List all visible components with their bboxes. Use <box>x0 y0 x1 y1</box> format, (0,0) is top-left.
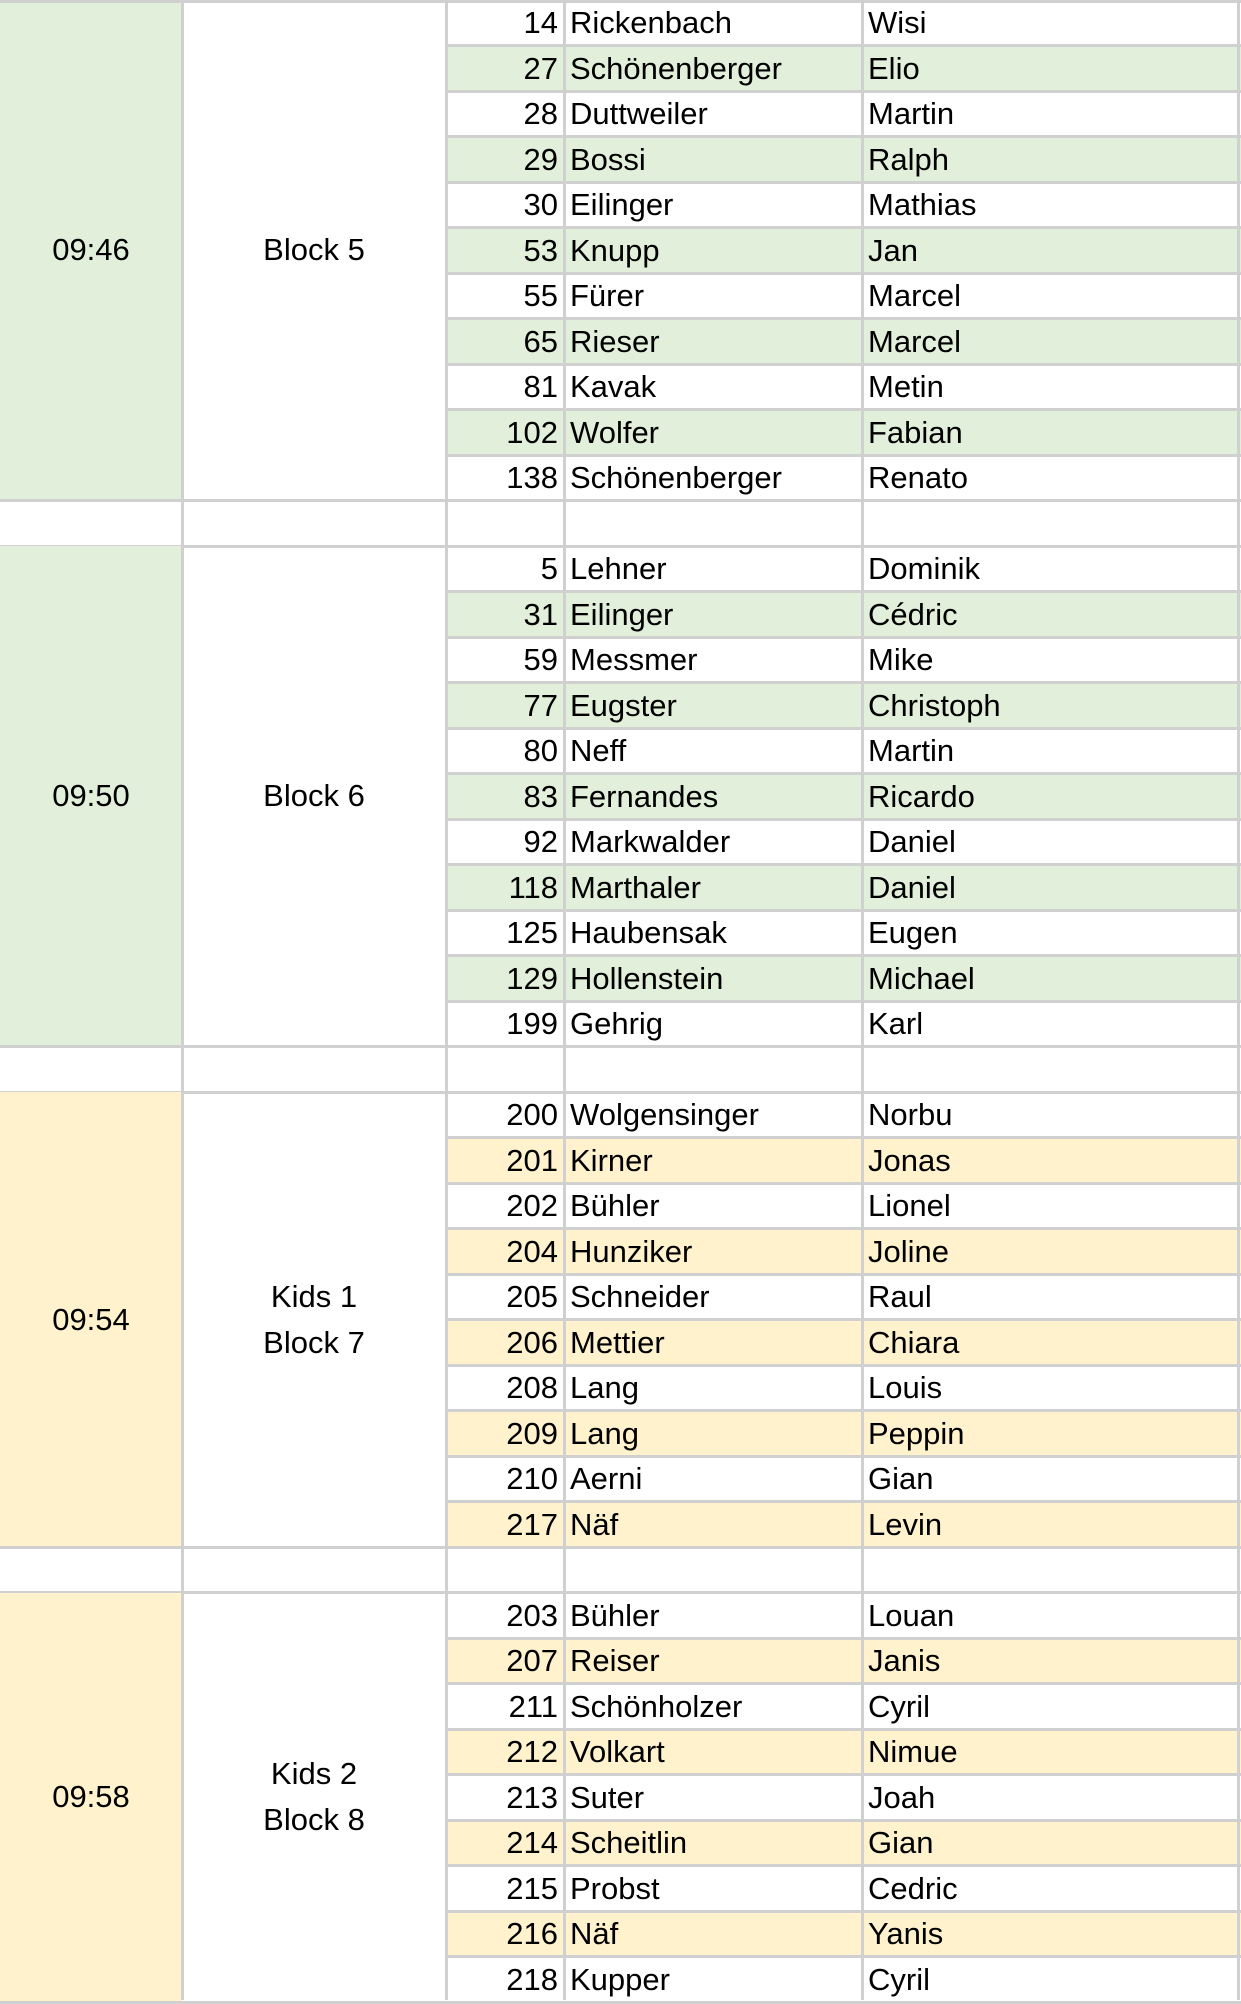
first-name: Marcel <box>868 323 962 359</box>
start-number: 204 <box>506 1233 558 1269</box>
last-name: Schneider <box>570 1279 710 1314</box>
last-name: Aerni <box>570 1461 643 1496</box>
last-name: Duttweiler <box>570 96 708 131</box>
last-name: Fürer <box>570 278 645 313</box>
first-name: Cedric <box>868 1870 958 1906</box>
last-name: Eugster <box>570 687 677 723</box>
start-number: 216 <box>506 1916 558 1951</box>
start-number: 217 <box>506 1506 558 1542</box>
column-gridline <box>861 0 864 2000</box>
start-number: 31 <box>523 596 558 632</box>
first-name: Cyril <box>868 1688 930 1724</box>
block-label-cell <box>182 0 446 501</box>
start-time: 09:50 <box>52 778 130 814</box>
start-number: 203 <box>506 1597 558 1633</box>
start-time-cell <box>0 546 182 1047</box>
start-number: 129 <box>506 960 558 996</box>
last-name: Markwalder <box>570 824 731 859</box>
last-name: Mettier <box>570 1324 665 1360</box>
start-number: 27 <box>523 50 558 86</box>
start-number: 202 <box>506 1188 558 1223</box>
start-number: 212 <box>506 1734 558 1769</box>
last-name: Knupp <box>570 232 660 268</box>
start-number: 81 <box>523 369 558 404</box>
block-label-cell <box>182 546 446 1047</box>
block-label-line: Kids 2 <box>270 1756 358 1792</box>
start-time-cell <box>0 0 182 501</box>
first-name: Christoph <box>868 687 1001 723</box>
first-name: Ralph <box>868 141 949 177</box>
last-name: Gehrig <box>570 1006 664 1041</box>
first-name: Joline <box>868 1233 949 1269</box>
first-name: Marcel <box>868 278 962 313</box>
last-name: Scheitlin <box>570 1825 688 1860</box>
group-border <box>0 2001 1241 2004</box>
first-name: Metin <box>868 369 944 404</box>
first-name: Wisi <box>868 5 927 40</box>
first-name: Peppin <box>868 1415 965 1451</box>
start-time-cell <box>0 1092 182 1547</box>
start-time: 09:46 <box>52 232 130 268</box>
start-number: 5 <box>540 551 558 586</box>
last-name: Näf <box>570 1916 619 1951</box>
start-number: 55 <box>523 278 558 313</box>
column-gridline <box>1237 0 1240 2000</box>
first-name: Norbu <box>868 1097 953 1132</box>
first-name: Jonas <box>868 1142 951 1178</box>
first-name: Louan <box>868 1597 955 1633</box>
first-name: Janis <box>868 1643 941 1678</box>
start-number: 29 <box>523 141 558 177</box>
start-number: 214 <box>506 1825 558 1860</box>
start-number: 206 <box>506 1324 558 1360</box>
last-name: Lang <box>570 1415 639 1451</box>
last-name: Eilinger <box>570 187 674 222</box>
first-name: Dominik <box>868 551 980 586</box>
last-name: Wolgensinger <box>570 1097 759 1132</box>
start-number: 65 <box>523 323 558 359</box>
first-name: Cédric <box>868 596 958 632</box>
first-name: Nimue <box>868 1734 958 1769</box>
column-gridline <box>445 0 448 2000</box>
group-border <box>0 499 1241 502</box>
first-name: Levin <box>868 1506 943 1542</box>
first-name: Joah <box>868 1779 936 1815</box>
last-name: Rieser <box>570 323 660 359</box>
first-name: Gian <box>868 1461 934 1496</box>
first-name: Cyril <box>868 1961 930 1997</box>
start-number: 77 <box>523 687 558 723</box>
start-number: 208 <box>506 1370 558 1405</box>
last-name: Eilinger <box>570 596 674 632</box>
first-name: Mike <box>868 642 934 677</box>
first-name: Elio <box>868 50 920 86</box>
last-name: Lang <box>570 1370 639 1405</box>
start-number: 215 <box>506 1870 558 1906</box>
last-name: Näf <box>570 1506 619 1542</box>
start-number: 125 <box>506 915 558 950</box>
block-label-cell <box>182 1593 446 2003</box>
start-number: 118 <box>508 869 558 905</box>
first-name: Eugen <box>868 915 958 950</box>
last-name: Kirner <box>570 1142 653 1178</box>
last-name: Lehner <box>570 551 667 586</box>
last-name: Suter <box>570 1779 645 1815</box>
last-name: Bossi <box>570 141 646 177</box>
first-name: Daniel <box>868 869 956 905</box>
block-label-line: Block 8 <box>263 1802 365 1838</box>
last-name: Probst <box>570 1870 660 1906</box>
start-number: 199 <box>506 1006 558 1041</box>
start-number: 210 <box>506 1461 558 1496</box>
start-number: 83 <box>523 778 558 814</box>
last-name: Neff <box>570 733 627 768</box>
first-name: Mathias <box>868 187 977 222</box>
column-gridline <box>563 0 566 2000</box>
last-name: Kupper <box>570 1961 670 1997</box>
start-number: 205 <box>506 1279 558 1314</box>
group-border <box>0 1546 1241 1549</box>
block-label-line: Block 5 <box>263 232 365 268</box>
start-number: 209 <box>506 1415 558 1451</box>
last-name: Haubensak <box>570 915 727 950</box>
first-name: Raul <box>868 1279 932 1314</box>
column-gridline <box>181 0 184 2000</box>
first-name: Jan <box>868 232 918 268</box>
first-name: Lionel <box>868 1188 951 1223</box>
last-name: Schönholzer <box>570 1688 743 1724</box>
first-name: Gian <box>868 1825 934 1860</box>
group-border <box>0 1045 1241 1048</box>
start-number: 28 <box>523 96 558 131</box>
last-name: Bühler <box>570 1188 660 1223</box>
first-name: Louis <box>868 1370 943 1405</box>
start-time-cell <box>0 1593 182 2003</box>
start-number: 53 <box>523 232 558 268</box>
last-name: Hunziker <box>570 1233 693 1269</box>
start-number: 92 <box>523 824 558 859</box>
last-name: Hollenstein <box>570 960 724 996</box>
last-name: Marthaler <box>570 869 701 905</box>
start-number: 211 <box>508 1688 558 1724</box>
last-name: Fernandes <box>570 778 719 814</box>
start-number: 59 <box>523 642 558 677</box>
first-name: Karl <box>868 1006 924 1041</box>
first-name: Martin <box>868 733 955 768</box>
block-label-line: Block 7 <box>263 1324 365 1360</box>
start-number: 30 <box>523 187 558 222</box>
last-name: Reiser <box>570 1643 660 1678</box>
start-number: 207 <box>506 1643 558 1678</box>
start-number: 14 <box>523 5 558 40</box>
start-number: 201 <box>506 1142 558 1178</box>
first-name: Yanis <box>868 1916 944 1951</box>
first-name: Ricardo <box>868 778 975 814</box>
first-name: Michael <box>868 960 975 996</box>
first-name: Fabian <box>868 414 963 450</box>
last-name: Kavak <box>570 369 657 404</box>
top-border <box>0 0 1241 3</box>
start-time: 09:54 <box>52 1301 130 1337</box>
first-name: Martin <box>868 96 955 131</box>
first-name: Chiara <box>868 1324 960 1360</box>
start-number: 80 <box>523 733 558 768</box>
last-name: Rickenbach <box>570 5 732 40</box>
last-name: Bühler <box>570 1597 660 1633</box>
start-number: 138 <box>506 460 558 495</box>
last-name: Schönenberger <box>570 50 782 86</box>
block-label-cell <box>182 1092 446 1547</box>
start-time: 09:58 <box>52 1779 130 1815</box>
start-number: 218 <box>506 1961 558 1997</box>
block-label-line: Kids 1 <box>270 1278 358 1314</box>
first-name: Renato <box>868 460 968 495</box>
last-name: Messmer <box>570 642 698 677</box>
last-name: Wolfer <box>570 414 660 450</box>
start-number: 200 <box>506 1097 558 1132</box>
first-name: Daniel <box>868 824 956 859</box>
start-number: 213 <box>506 1779 558 1815</box>
last-name: Schönenberger <box>570 460 782 495</box>
block-label-line: Block 6 <box>263 778 365 814</box>
last-name: Volkart <box>570 1734 665 1769</box>
start-number: 102 <box>506 414 558 450</box>
